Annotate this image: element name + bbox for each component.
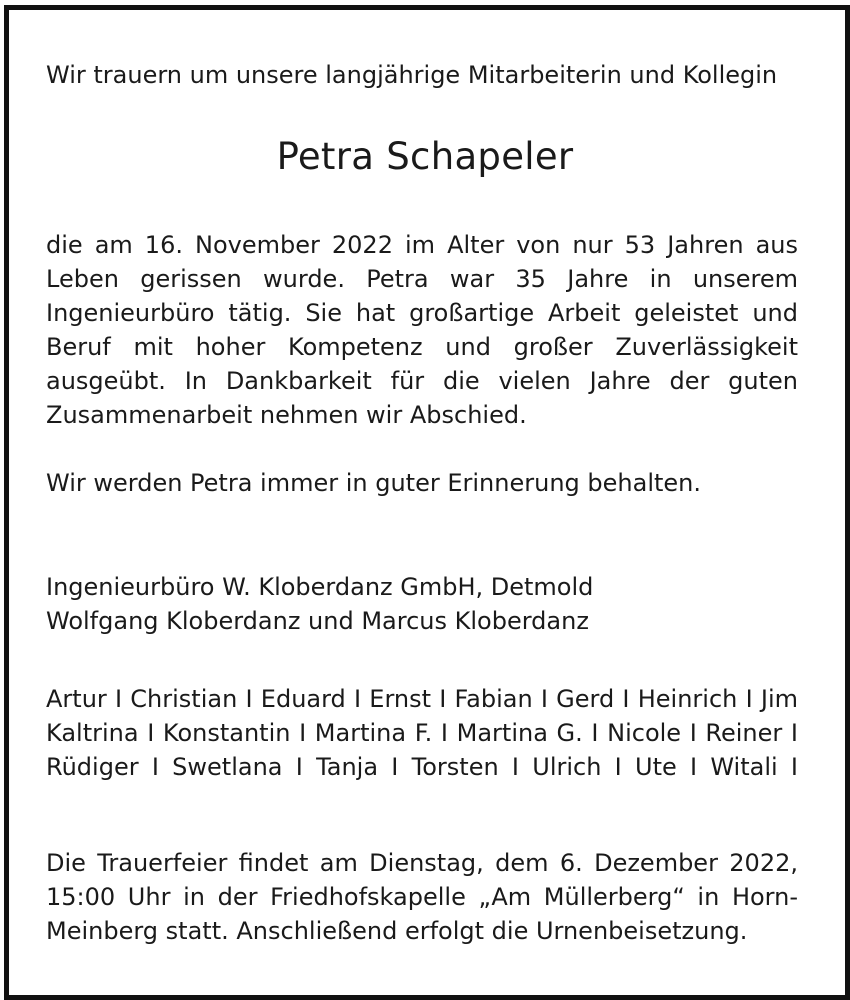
colleagues-line: Rüdiger I Swetlana I Tanja I Torsten I Ulrich I Ute I Witali I — [46, 753, 798, 781]
body-line: Leben gerissen wurde. Petra war 35 Jahre in unserem — [46, 265, 798, 293]
body-line: Beruf mit hoher Kompetenz und großer Zuverlässigkeit — [46, 333, 798, 361]
body-line: ausgeübt. In Dankbarkeit für die vielen Jahre der guten — [46, 367, 798, 395]
remembrance-line: Wir werden Petra immer in guter Erinnerung behalten. — [46, 469, 701, 497]
body-line: die am 16. November 2022 im Alter von nur 53 Jahren aus — [46, 231, 798, 259]
obituary-body — [46, 228, 798, 432]
funeral-details — [46, 846, 798, 948]
colleagues-line: Kaltrina I Konstantin I Martina F. I Martina G. I Nicole I Reiner I — [46, 719, 798, 747]
colleagues-line: Artur I Christian I Eduard I Ernst I Fabian I Gerd I Heinrich I Jim — [46, 685, 798, 713]
owner-names: Wolfgang Kloberdanz und Marcus Kloberdanz — [46, 607, 589, 635]
remembrance-text — [46, 466, 798, 500]
intro-text — [46, 58, 798, 92]
signatories — [46, 570, 798, 638]
colleagues-list — [46, 682, 798, 784]
body-line: Zusammenarbeit nehmen wir Abschied. — [46, 401, 527, 429]
intro-line: Wir trauern um unsere langjährige Mitarbeiterin und Kollegin — [46, 61, 778, 89]
funeral-line: Meinberg statt. Anschließend erfolgt die Urnenbeisetzung. — [46, 917, 748, 945]
funeral-line: Die Trauerfeier findet am Dienstag, dem 6. Dezember 2022, — [46, 849, 798, 877]
body-line: Ingenieurbüro tätig. Sie hat großartige Arbeit geleistet und — [46, 299, 798, 327]
funeral-line: 15:00 Uhr in der Friedhofskapelle „Am Müllerberg“ in Horn- — [46, 883, 798, 911]
company-name: Ingenieurbüro W. Kloberdanz GmbH, Detmold — [46, 573, 594, 601]
deceased-name: Petra Schapeler — [276, 135, 574, 178]
